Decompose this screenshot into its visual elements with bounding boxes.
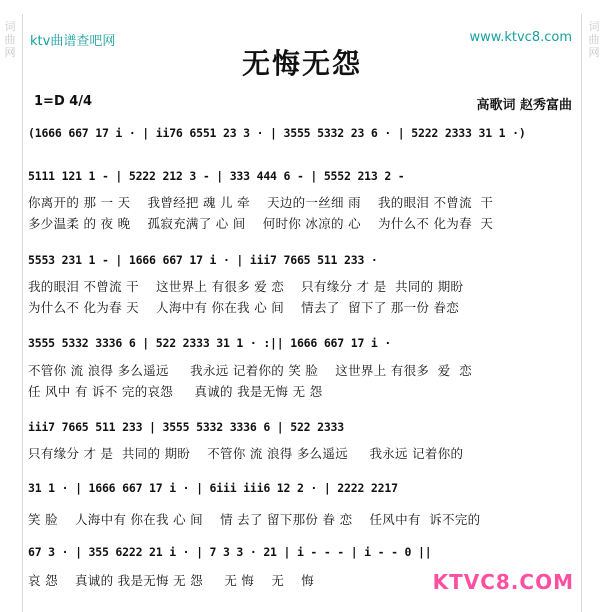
left-border	[22, 14, 23, 612]
song-title: 无悔无怨	[241, 47, 362, 80]
lyric-line-7a: 哀 怨 真诚的 我是无悔 无 怨 无 悔 无 悔	[28, 573, 315, 588]
notation-line-4: 3555 5332 3336 6 | 522 2333 31 1 · :|| 1666 667 17 i ·	[28, 336, 392, 350]
lyric-line-3a: 我的眼泪 不曾流 干 这世界上 有很多 爱 恋 只有缘分 才 是 共同的 期盼	[28, 279, 464, 294]
song-credits: 高歌词 赵秀富曲	[476, 98, 572, 113]
right-side-marks: 词 曲 网	[588, 20, 600, 59]
notation-line-2: 5111 121 1 - | 5222 212 3 - | 333 444 6 - | 5552 213 2 -	[28, 169, 405, 183]
lyric-line-3b: 为什么不 化为春 天 人海中有 你在我 心 间 情去了 留下了 那一份 眷恋	[28, 300, 460, 315]
notation-line-6: 31 1 · | 1666 667 17 i · | 6iii iii6 12 2 · | 2222 2217	[28, 481, 398, 495]
left-side-marks: 词 曲 网	[4, 20, 16, 59]
lyric-line-4b: 任 风中 有 诉不 完的哀怨 真诚的 我是无悔 无 怨	[28, 384, 323, 399]
notation-line-3: 5553 231 1 - | 1666 667 17 i · | iii7 7665 511 233 ·	[28, 253, 378, 267]
watermark-logo: KTVC8.COM	[432, 570, 574, 594]
lyric-line-2a: 你离开的 那 一 天 我曾经把 魂 儿 牵 天边的一丝细 雨 我的眼泪 不曾流 干	[28, 195, 494, 210]
site-url: www.ktvc8.com	[469, 30, 572, 45]
site-name: ktv曲谱查吧网	[30, 34, 116, 49]
key-signature: 1=D 4/4	[34, 94, 93, 109]
lyric-line-2b: 多少温柔 的 夜 晚 孤寂充满了 心 间 何时你 冰凉的 心 为什么不 化为春 天	[28, 216, 494, 231]
right-border	[581, 14, 582, 612]
lyric-line-4a: 不管你 流 浪得 多么遥远 我永远 记着你的 笑 脸 这世界上 有很多 爱 恋	[28, 363, 472, 378]
lyric-line-5a: 只有缘分 才 是 共同的 期盼 不管你 流 浪得 多么遥远 我永远 记着你的	[28, 446, 464, 461]
notation-line-1: (1666 667 17 i · | ii76 6551 23 3 · | 3555 5332 23 6 · | 5222 2333 31 1 ·)	[28, 126, 526, 140]
lyric-line-6a: 笑 脸 人海中有 你在我 心 间 情 去了 留下那份 眷 恋 任风中有 诉不完的	[28, 512, 481, 527]
notation-line-5: iii7 7665 511 233 | 3555 5332 3336 6 | 522 2333	[28, 420, 345, 434]
notation-line-7: 67 3 · | 355 6222 21 i · | 7 3 3 · 21 | i - - - | i - - 0 ||	[28, 545, 432, 559]
